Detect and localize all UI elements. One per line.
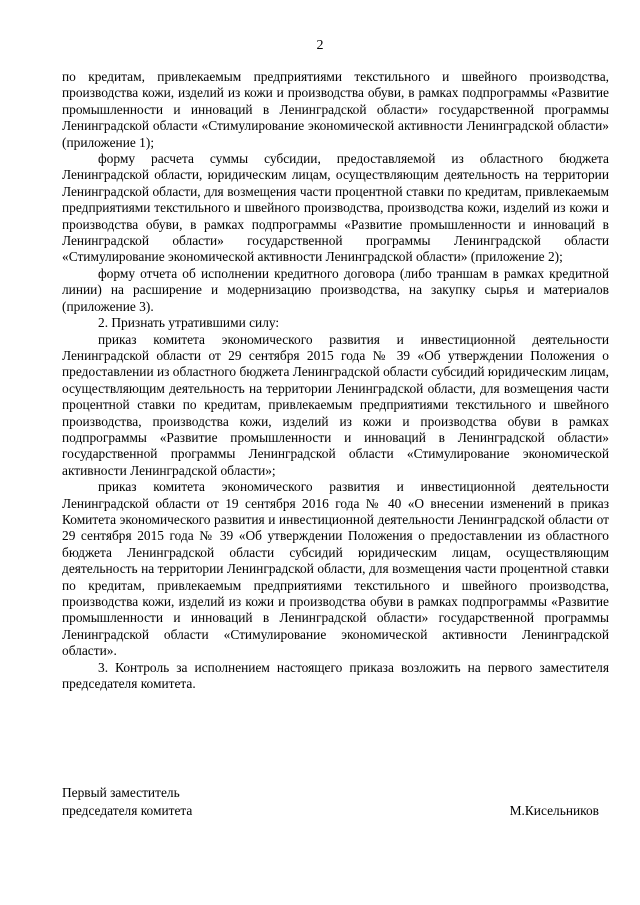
document-body bbox=[62, 69, 609, 692]
paragraph-item-2: 2. Признать утратившими силу: bbox=[98, 315, 280, 331]
paragraph-subsidy-form: форму расчета суммы субсидии, предоставляемой из областного бюджета Ленинградской области, юридическим лицам, осуществляющим деятельность на территории Ленинградской области, для возмещения части процентной ставки по кредитам, привлекаемым предприятиями текстильного и швейного производства, производства кожи, изделий из кожи и производства обуви, в рамках подпрограммы «Развитие промышленности и инноваций в Ленинградской области» государственной программы Ленинградской области «Стимулирование экономической активности Ленинградской области» (приложение 2); bbox=[62, 151, 609, 265]
page-number: 2 bbox=[316, 38, 324, 53]
signatory-name: М.Кисельников bbox=[509, 803, 599, 818]
paragraph-report-form: форму отчета об исполнении кредитного договора (либо траншам в рамках кредитной линии) на расширение и модернизацию производства, на закупку сырья и материалов (приложение 3). bbox=[62, 265, 609, 314]
paragraph-continuation: по кредитам, привлекаемым предприятиями текстильного и швейного производства, производства кожи, изделий из кожи и производства обуви, в рамках подпрограммы «Развитие промышленности и инноваций в Ленинградской области» государственной программы Ленинградской области «Стимулирование экономической активности Ленинградской области» (приложение 1); bbox=[62, 69, 609, 150]
signature-block bbox=[62, 785, 609, 821]
paragraph-order-40: приказ комитета экономического развития и инвестиционной деятельности Ленинградской области от 19 сентября 2016 года № 40 «О внесении изменений в приказ Комитета экономического развития и инвестиционной деятельности Ленинградской области от 29 сентября 2015 года № 39 «Об утверждении Положения о предоставлении из областного бюджета Ленинградской области субсидий юридическим лицам, осуществляющим деятельность на территории Ленинградской области, для возмещения части процентной ставки по кредитам, привлекаемым предприятиями текстильного и швейного производства, производства кожи, изделий из кожи и производства обуви в рамках подпрограммы «Развитие промышленности и инноваций в Ленинградской области» государственной программы Ленинградской области «Стимулирование экономической активности Ленинградской области». bbox=[62, 479, 609, 659]
paragraph-order-39: приказ комитета экономического развития и инвестиционной деятельности Ленинградской области от 29 сентября 2015 года № 39 «Об утверждении Положения о предоставлении из областного бюджета Ленинградской области субсидий юридическим лицам, осуществляющим деятельность на территории Ленинградской области, для возмещения части процентной ставки по кредитам, привлекаемым предприятиями текстильного и швейного производства, производства кожи, изделий из кожи и производства обуви в рамках подпрограммы «Развитие промышленности и инноваций в Ленинградской области» государственной программы Ленинградской области «Стимулирование экономической активности Ленинградской области»; bbox=[62, 331, 609, 478]
paragraph-item-3: 3. Контроль за исполнением настоящего приказа возложить на первого заместителя председателя комитета. bbox=[62, 659, 609, 692]
signatory-position-line1: Первый заместитель bbox=[62, 785, 180, 800]
signatory-position-line2: председателя комитета bbox=[62, 803, 193, 818]
